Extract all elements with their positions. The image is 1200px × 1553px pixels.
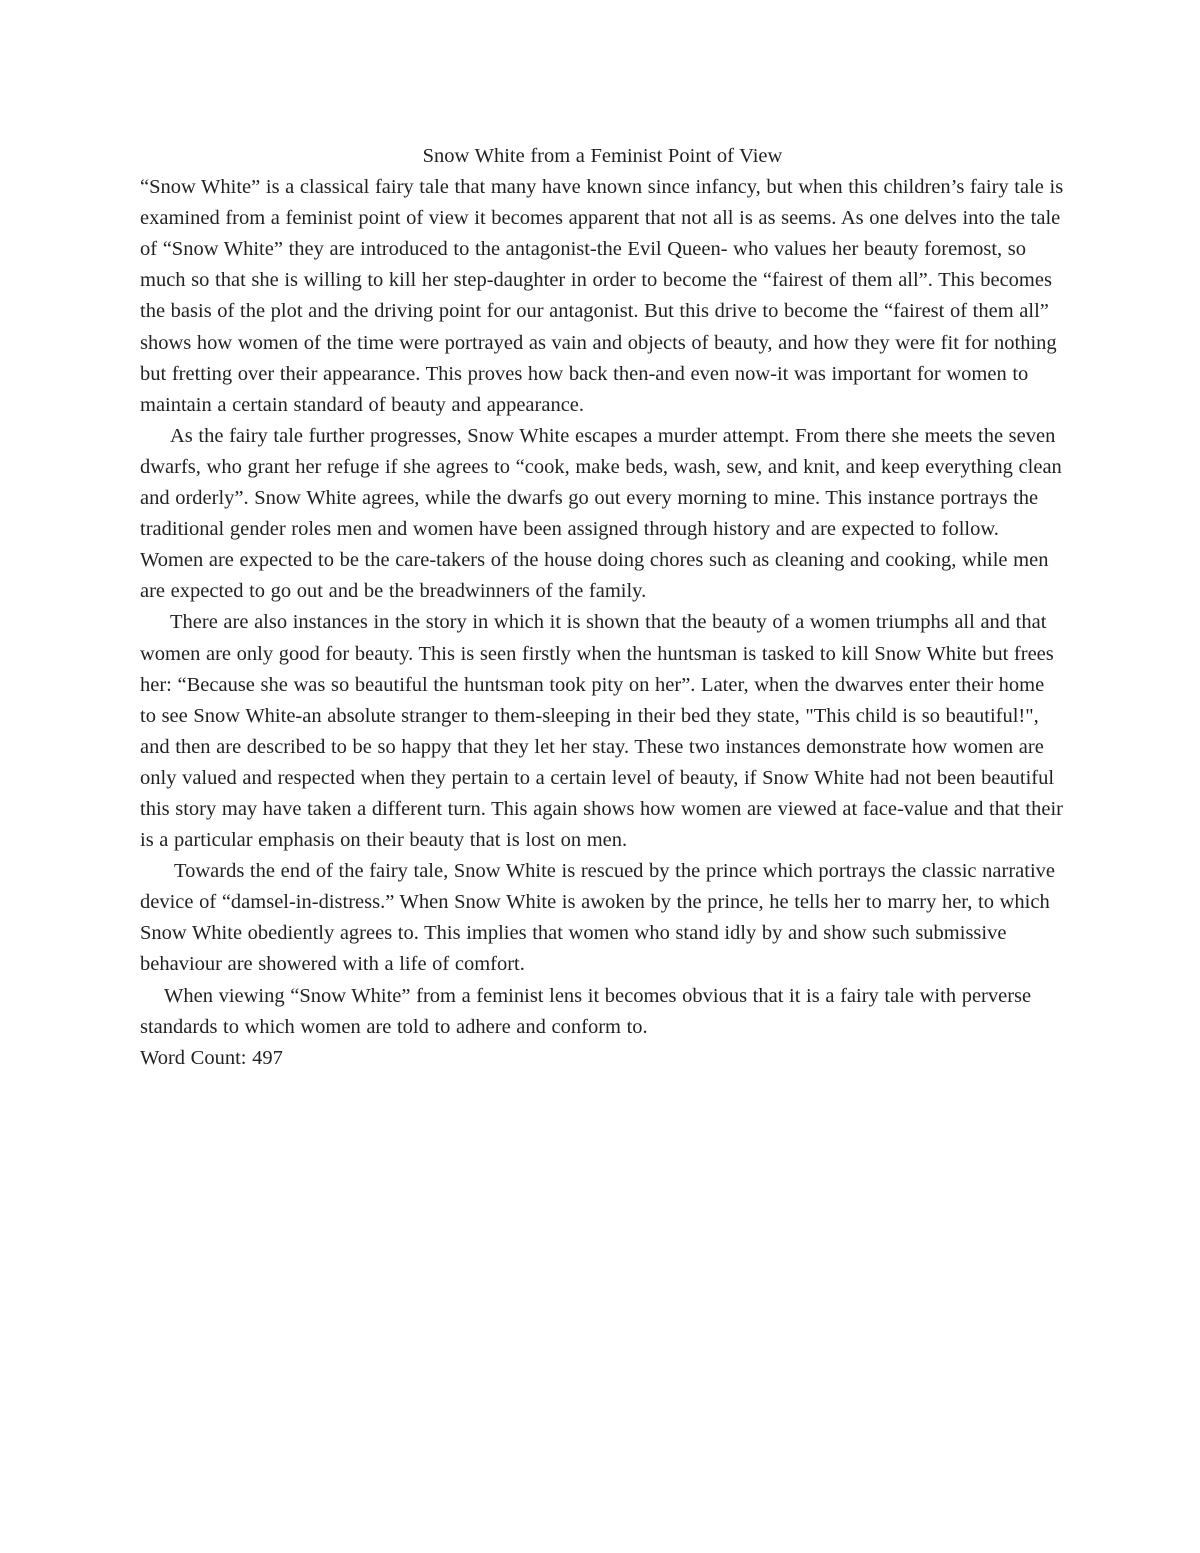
paragraph-prince: Towards the end of the fairy tale, Snow White is rescued by the prince which portrays the classic narrative device of “damsel-in-distress.” When Snow White is awoken by the prince, he tells her to marry her, to which Snow White obediently agrees to. This implies that women who stand idly by and show such submissive behaviour are showered with a life of comfort. [140, 860, 1055, 976]
paragraph-beauty: There are also instances in the story in which it is shown that the beauty of a women triumphs all and that women are only good for beauty. This is seen firstly when the huntsman is tasked to kill Snow White but frees her: “Because she was so beautiful the huntsman took pity on her”. Later, when the dwarves enter their home to see Snow White-an absolute stranger to them-sleeping in their bed they state, "This child is so beautiful!", and then are described to be so happy that they let her stay. These two instances demonstrate how women are only valued and respected when they pertain to a certain level of beauty, if Snow White had not been beautiful this story may have taken a different turn. This again shows how women are viewed at face-value and that their is a particular emphasis on their beauty that is lost on men. [140, 611, 1063, 852]
document-title: Snow White from a Feminist Point of View [422, 145, 783, 167]
paragraph-intro: “Snow White” is a classical fairy tale that many have known since infancy, but when this children’s fairy tale is examined from a feminist point of view it becomes apparent that not all is as seems. As one delves into the tale of “Snow White” they are introduced to the antagonist-the Evil Queen- who values her beauty foremost, so much so that she is willing to kill her step-daughter in order to become the “fairest of them all”. This becomes the basis of the plot and the driving point for our antagonist. But this drive to become the “fairest of them all” shows how women of the time were portrayed as vain and objects of beauty, and how they were fit for nothing but fretting over their appearance. This proves how back then-and even now-it was important for women to maintain a certain standard of beauty and appearance. [140, 176, 1064, 416]
paragraph-dwarfs: As the fairy tale further progresses, Snow White escapes a murder attempt. From there she meets the seven dwarfs, who grant her refuge if she agrees to “cook, make beds, wash, sew, and knit, and keep everything clean and orderly”. Snow White agrees, while the dwarfs go out every morning to mine. This instance portrays the traditional gender roles men and women have been assigned through history and are expected to follow. Women are expected to be the care-takers of the house doing chores such as cleaning and cooking, while men are expected to go out and be the breadwinners of the family. [140, 424, 1062, 603]
paragraph-conclusion: When viewing “Snow White” from a feminist lens it becomes obvious that it is a fairy tale with perverse standards to which women are told to adhere and conform to. [140, 984, 1032, 1038]
document-body [140, 141, 1065, 1074]
word-count: Word Count: 497 [140, 1046, 283, 1069]
